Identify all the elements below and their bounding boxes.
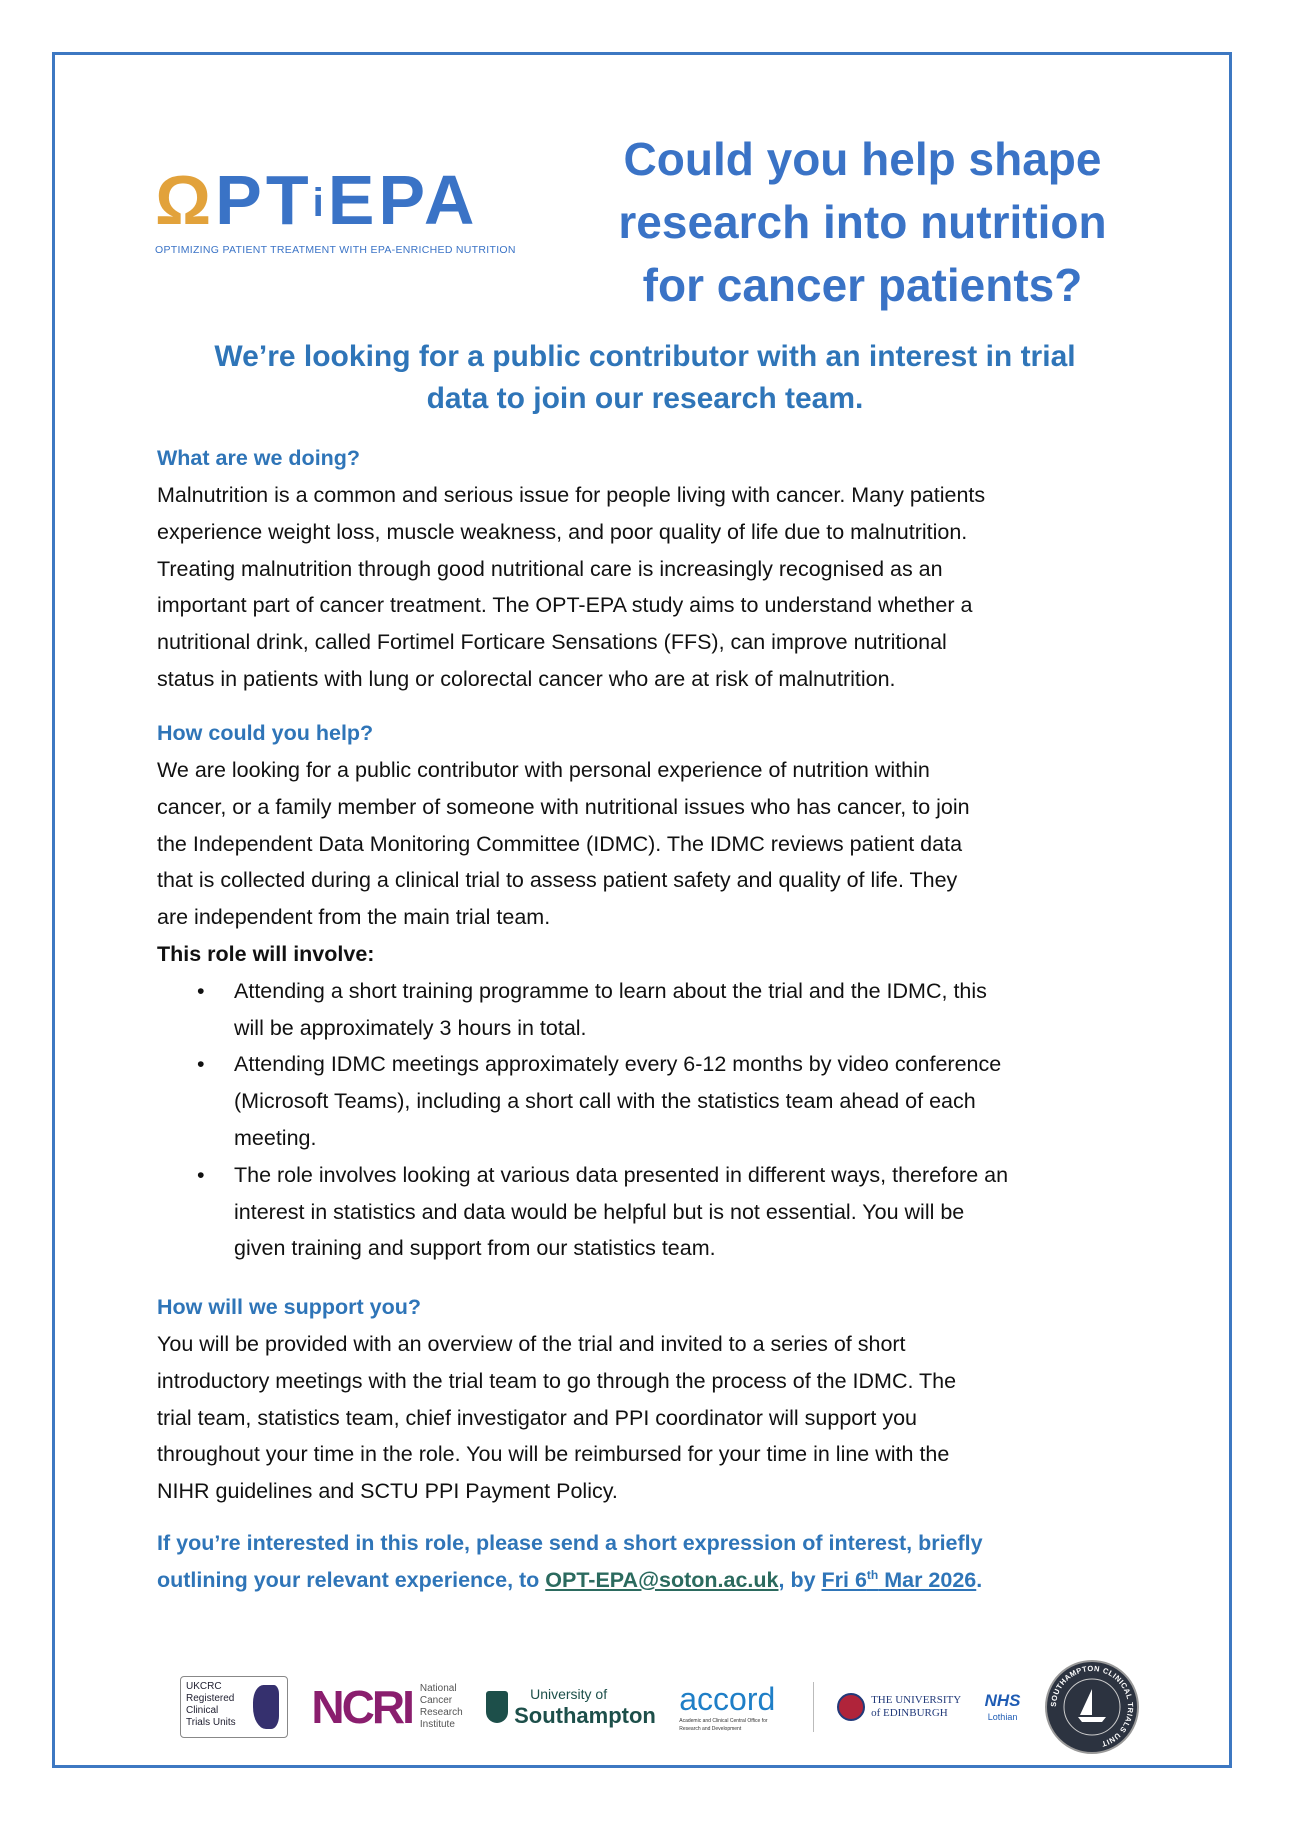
sctu-ring-text: SOUTHAMPTON CLINICAL TRIALS UNIT <box>1048 1663 1136 1749</box>
accord-logo: accord Academic and Clinical Central Office for Research and Development <box>679 1681 776 1732</box>
role-heading: This role will involve: <box>157 941 375 966</box>
edinburgh-logo: THE UNIVERSITY of EDINBURGH <box>837 1693 961 1721</box>
section-support: How will we support you? You will be provided with an overview of the trial and invited to a series of short introductory meetings with the trial team to go through the process of the IDMC. The trial team, statistics team, chief investigator and PPI coordinator will support you throughout your time in the role. You will be reimbursed for your time in line with the NIHR guidelines and SCTU PPI Payment Policy. <box>157 1289 956 1510</box>
southampton-logo: University of Southampton <box>486 1686 656 1729</box>
section-doing: What are we doing? Malnutrition is a common and serious issue for people living with cancer. Many patients experience weight loss, muscle weakness, and poor quality of life due to malnutrition. Treating malnutrition through good nutritional care is increasingly recognised as an important part of cancer treatment. The OPT-EPA study aims to understand whether a nutritional drink, called Fortimel Forticare Sensations (FFS), can improve nutritional status in patients with lung or colorectal cancer who are at risk of malnutrition. <box>157 440 985 698</box>
ncri-logo: NCRI National Cancer Research Institute <box>311 1681 463 1733</box>
opt-epa-logo: ΩPTiEPA OPTIMIZING PATIENT TREATMENT WITH EPA-ENRICHED NUTRITION <box>155 161 516 256</box>
call-to-action: If you’re interested in this role, please send a short expression of interest, briefly outlining your relevant experience, to OPT-EPA@soton.ac.uk, by Fri 6th Mar 2026. <box>157 1531 983 1592</box>
ukcrc-logo: UKCRC Registered Clinical Trials Units <box>180 1676 288 1738</box>
bullet-item: • Attending IDMC meetings approximately every 6-12 months by video conference (Microsoft Teams), including a short call with the statistics team ahead of each meeting. <box>197 1052 1002 1150</box>
section-heading: What are we doing? <box>157 446 361 470</box>
logo-tagline: OPTIMIZING PATIENT TREATMENT WITH EPA-ENRICHED NUTRITION <box>155 244 516 256</box>
bullet-item: • The role involves looking at various data presented in different ways, therefore an interest in statistics and data would be helpful but is not essential. You will be given training and support from our statistics team. <box>197 1162 1009 1261</box>
page-title: Could you help shape research into nutrition for cancer patients? <box>618 133 1107 311</box>
nhs-lothian-logo: NHS Lothian <box>984 1691 1021 1722</box>
page-subtitle: We’re looking for a public contributor with an interest in trial data to join our research team. <box>214 340 1076 415</box>
section-heading: How will we support you? <box>157 1295 421 1319</box>
sctu-seal <box>1044 1659 1140 1755</box>
bullet-item: • Attending a short training programme to learn about the trial and the IDMC, this will be approximately 3 hours in total. <box>197 978 987 1040</box>
divider <box>813 1682 814 1732</box>
partner-logos <box>180 1652 1140 1762</box>
sctu-logo <box>1044 1659 1140 1755</box>
email-link[interactable]: OPT-EPA@soton.ac.uk <box>545 1568 779 1592</box>
deadline-date: Fri 6th Mar 2026 <box>821 1567 977 1592</box>
section-help: How could you help? We are looking for a public contributor with personal experience of nutrition within cancer, or a family member of someone with nutritional issues who has cancer, to join the Independent Data Monitoring Committee (IDMC). The IDMC reviews patient data that is collected during a clinical trial to assess patient safety and quality of life. They are independent from the main trial team. This role will involve: • Attending a short training programme to learn about the trial and the IDMC, this will be approximately 3 hours in total. • Attending IDMC meetings approximately every 6-12 months by video conference (Microsoft Teams), including a short call with the statistics team ahead of each meeting. • The role involves looking at various data presented in different ways, therefore an interest in statistics and data would be helpful but is not essential. You will be given training and support from our statistics team. <box>157 715 1008 1267</box>
section-heading: How could you help? <box>157 721 374 745</box>
